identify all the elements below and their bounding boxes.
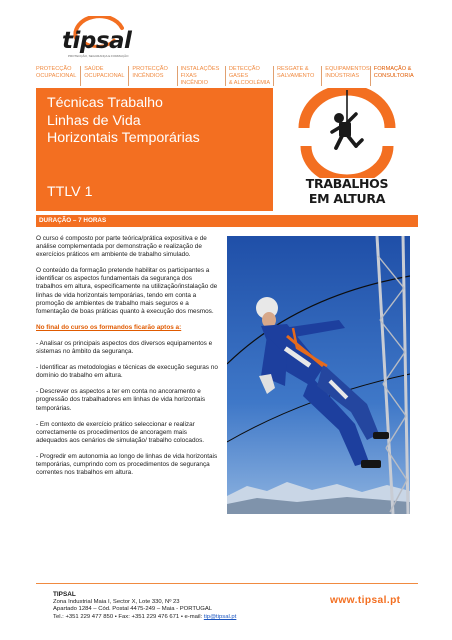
objective-item: - Em contexto de exercício prático seleccionar e realizar correctamente os procedimentos de ancoragem mais adequados aos cenários de simulação/ trabalho colocados. xyxy=(36,420,205,444)
footer-email-link[interactable]: tip@tipsal.pt xyxy=(203,613,237,620)
category-nav xyxy=(36,66,418,86)
logo-tagline: PROTECÇÃO, SEGURANÇA E FORMAÇÃO xyxy=(68,54,129,58)
objectives-heading: No final do curso os formandos ficarão aptos a: xyxy=(36,323,182,331)
nav-item-proteccao-ocupacional[interactable]: PROTECÇÃO OCUPACIONAL xyxy=(36,66,77,80)
nav-item-equipamentos-industrias[interactable]: EQUIPAMENTOS INDÚSTRIAS xyxy=(321,66,370,86)
footer-divider xyxy=(36,583,418,584)
badge-line1: TRABALHOS xyxy=(305,176,389,191)
nav-item-resgate-salvamento[interactable]: RESGATE & SALVAMENTO xyxy=(273,66,321,86)
company-logo xyxy=(58,14,138,60)
course-code: TTLV 1 xyxy=(47,184,93,200)
nav-item-deteccao-gases[interactable]: DETECÇÃO GASES & ALCOOLÉMIA xyxy=(225,66,273,86)
objective-item: - Progredir em autonomia ao longo de linhas de vida horizontais temporárias, cumprindo com os procedimentos de segurança correntes nos trabalhos em altura. xyxy=(36,452,218,477)
logo-text: tipsal xyxy=(62,28,132,54)
objective-item: - Identificar as metodologias e técnicas de execução seguras no domínio do trabalho em altura. xyxy=(36,364,218,380)
footer-company-name: TIPSAL xyxy=(53,591,76,598)
worker-on-tower-image xyxy=(227,236,410,514)
nav-item-saude-ocupacional[interactable]: SAÚDE OCUPACIONAL xyxy=(80,66,128,86)
badge-line2: EM ALTURA xyxy=(308,191,386,206)
work-at-height-badge xyxy=(276,88,418,211)
footer-phone-fax: Tel.: +351 229 477 850 • Fax: +351 229 476 671 • e-mail: xyxy=(53,613,204,620)
objective-item: - Descrever os aspectos a ter em conta no ancoramento e progressão dos trabalhadores em linhas de vida horizontais temporárias. xyxy=(36,388,206,412)
nav-item-proteccao-incendios[interactable]: PROTECÇÃO INCÊNDIOS xyxy=(128,66,176,86)
duration-bar xyxy=(36,215,418,227)
footer-address-line2: Apartado 1284 – Cód. Postal 4475-249 – Maia - PORTUGAL xyxy=(53,606,213,613)
course-title-panel xyxy=(36,88,273,211)
footer-address-line1: Zona Industrial Maia I, Sector X, Lote 330, Nº 23 xyxy=(53,598,180,605)
objective-item: - Analisar os principais aspectos dos diversos equipamentos e sistemas no âmbito da segurança. xyxy=(36,339,213,356)
duration-label: DURAÇÃO – 7 HORAS xyxy=(39,217,107,224)
intro-paragraph: O curso é composto por parte teórica/prática expositiva e de análise complementada por demonstração e realização de exercícios práticos em ambiente de trabalho simulado. xyxy=(36,235,207,259)
website-link[interactable]: www.tipsal.pt xyxy=(330,595,401,606)
course-title: Técnicas Trabalho Linhas de Vida Horizontais Temporárias xyxy=(47,95,200,146)
footer-contacts xyxy=(53,614,303,622)
climber-icon xyxy=(276,88,418,178)
footer-contact xyxy=(53,591,303,621)
content-paragraph: O conteúdo da formação pretende habilitar os participantes a identificar os aspectos fundamentais da segurança dos trabalhos em altura, especificamente na utilização/instalação de linhas de vida horizontais temporárias, tendo em conta a promoção de ambientes de trabalho mais seguros e a fomentação de boas práticas quanto à execução dos mesmos. xyxy=(36,267,218,315)
course-description xyxy=(36,235,218,485)
nav-item-formacao-consultoria[interactable]: FORMAÇÃO & CONSULTORIA xyxy=(370,66,418,86)
worker-climbing-photo xyxy=(227,236,410,514)
nav-item-instalacoes-fixas[interactable]: INSTALAÇÕES FIXAS INCÊNDIO xyxy=(177,66,225,86)
